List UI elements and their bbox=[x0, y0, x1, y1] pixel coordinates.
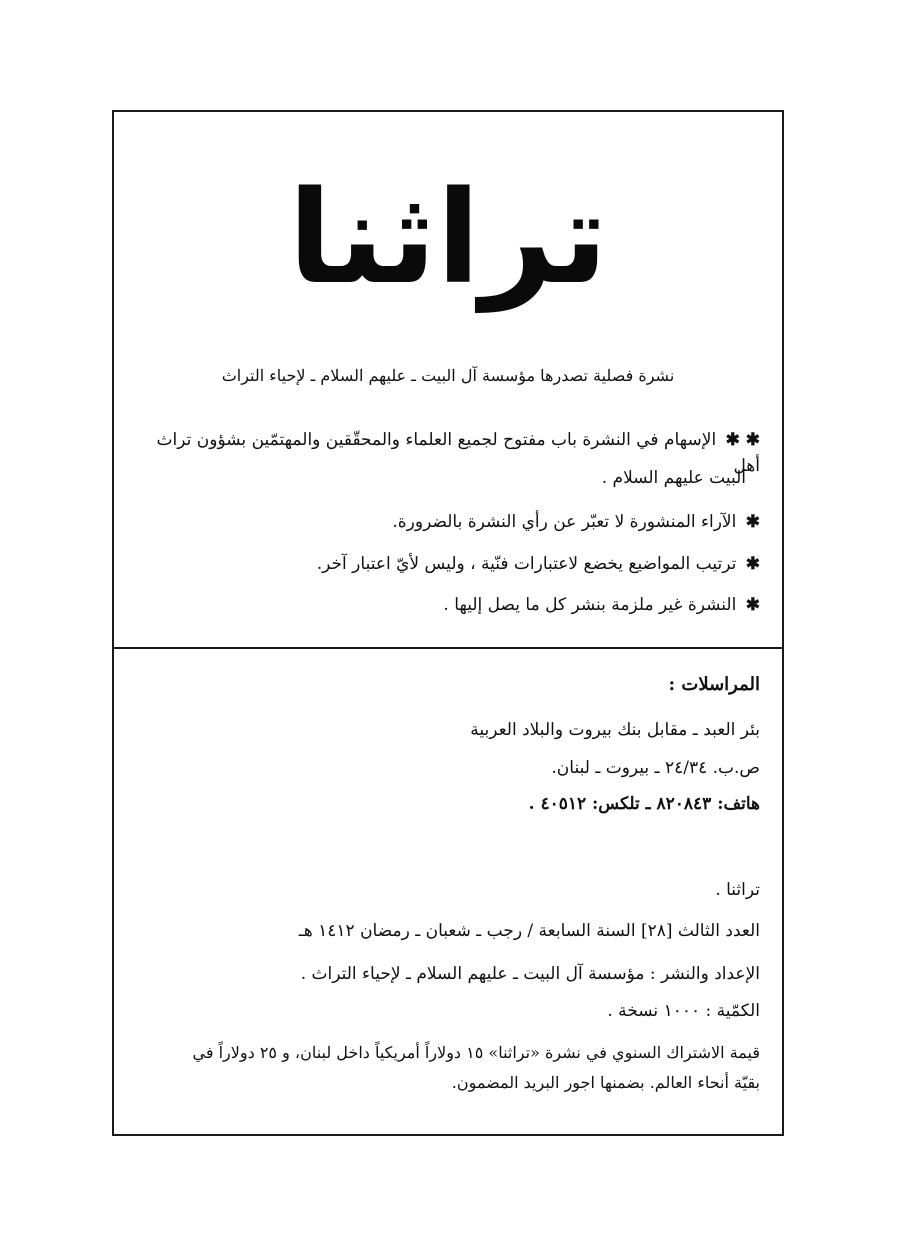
note-3 bbox=[136, 551, 760, 577]
note-3-text: ترتيب المواضيع يخضع لاعتبارات فنّية ، وليس لأيّ اعتبار آخر. bbox=[316, 554, 737, 574]
note-2 bbox=[136, 509, 760, 535]
note-2-text: الآراء المنشورة لا تعبّر عن رأي النشرة بالضرورة. bbox=[392, 512, 737, 532]
correspondence-address: بئر العبد ـ مقابل بنك بيروت والبلاد العربية bbox=[470, 720, 760, 740]
note-1-line-2: البيت عليهم السلام . bbox=[601, 468, 746, 488]
masthead-title: تراثنا bbox=[288, 164, 608, 313]
imprint-quantity: الكمّية : ١٠٠٠ نسخة . bbox=[607, 1001, 760, 1021]
double-asterisk-icon: ✱ ✱ bbox=[725, 430, 760, 450]
section-divider bbox=[114, 647, 782, 649]
imprint-publisher: الإعداد والنشر : مؤسسة آل البيت ـ عليهم السلام ـ لإحياء التراث . bbox=[300, 964, 760, 984]
imprint-name: تراثنا . bbox=[715, 880, 760, 900]
correspondence-phone: هاتف: ٨٢٠٨٤٣ ـ تلكس: ٤٠٥١٢ . bbox=[528, 794, 760, 814]
note-1-text: الإسهام في النشرة باب مفتوح لجميع العلماء والمحقّقين والمهتمّين بشؤون تراث أهل bbox=[156, 430, 760, 476]
correspondence-heading: المراسلات : bbox=[668, 674, 760, 695]
note-4-text: النشرة غير ملزمة بنشر كل ما يصل إليها . bbox=[443, 595, 737, 615]
imprint-subscription-line-2: بقيّة أنحاء العالم. بضمنها اجور البريد المضمون. bbox=[451, 1073, 760, 1092]
imprint-subscription-line-1: قيمة الاشتراك السنوي في نشرة «تراثنا» ١٥ دولاراً أمريكياً داخل لبنان، و ٢٥ دولاراً في bbox=[192, 1043, 760, 1062]
asterisk-icon: ✱ bbox=[745, 595, 760, 615]
note-4 bbox=[136, 592, 760, 618]
correspondence-pobox: ص.ب. ٢٤/٣٤ ـ بيروت ـ لبنان. bbox=[551, 758, 760, 778]
masthead-subtitle: نشرة فصلية تصدرها مؤسسة آل البيت ـ عليهم السلام ـ لإحياء التراث bbox=[221, 366, 675, 385]
asterisk-icon: ✱ bbox=[745, 554, 760, 574]
imprint-issue: العدد الثالث [٢٨] السنة السابعة / رجب ـ شعبان ـ رمضان ١٤١٢ هـ bbox=[298, 921, 760, 941]
page-frame bbox=[112, 110, 784, 1136]
asterisk-icon: ✱ bbox=[745, 512, 760, 532]
